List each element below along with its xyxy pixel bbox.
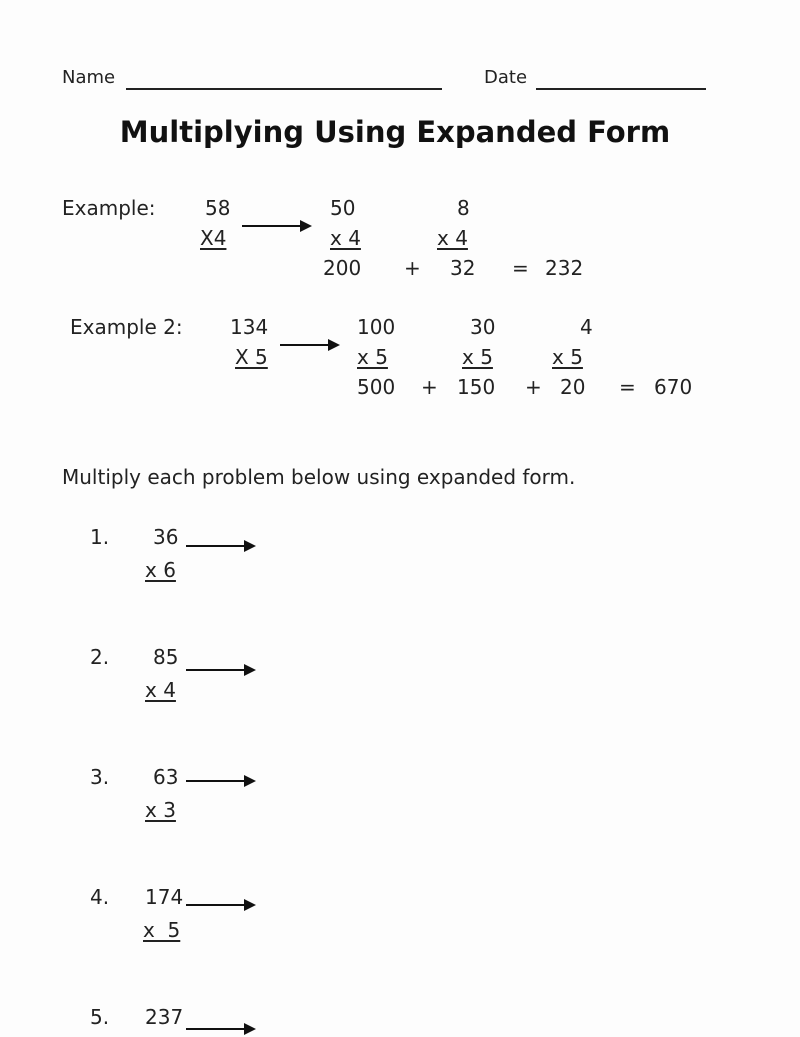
example1-part-bottom: x 4 [330, 226, 361, 250]
example1-top: 58 [205, 196, 231, 220]
equals-sign: = [619, 375, 636, 399]
problem-number: 4. [90, 885, 110, 909]
plus-sign: + [421, 375, 438, 399]
example2-part-top: 4 [580, 315, 593, 339]
problem-top: 85 [153, 645, 179, 669]
example2-top: 134 [230, 315, 269, 339]
example2-part-product: 500 [357, 375, 396, 399]
problem-bottom: x 4 [145, 678, 176, 702]
equals-sign: = [512, 256, 529, 280]
example2-part-top: 100 [357, 315, 396, 339]
example2-part-product: 20 [560, 375, 586, 399]
example2-result: 670 [654, 375, 693, 399]
problem-top: 63 [153, 765, 179, 789]
example2-bottom: X 5 [235, 345, 268, 369]
arrow-icon [242, 225, 310, 227]
problem-top: 237 [145, 1005, 184, 1029]
example1-result: 232 [545, 256, 584, 280]
example1-part-top: 8 [457, 196, 470, 220]
name-label: Name [62, 67, 116, 88]
example1-part-bottom: x 4 [437, 226, 468, 250]
problem-bottom: x 3 [145, 798, 176, 822]
problem-top: 36 [153, 525, 179, 549]
example2-part-bottom: x 5 [357, 345, 388, 369]
arrow-icon [186, 780, 254, 782]
arrow-icon [186, 1028, 254, 1030]
instructions: Multiply each problem below using expanded form. [62, 465, 576, 489]
plus-sign: + [525, 375, 542, 399]
example1-part-product: 32 [450, 256, 476, 280]
example1-label: Example: [62, 196, 156, 220]
date-field[interactable] [536, 88, 706, 90]
example2-label: Example 2: [70, 315, 183, 339]
example1-bottom: X4 [200, 226, 227, 250]
problem-top: 174 [145, 885, 184, 909]
problem-number: 2. [90, 645, 110, 669]
problem-bottom: x 6 [145, 558, 176, 582]
example2-part-top: 30 [470, 315, 496, 339]
date-label: Date [484, 67, 528, 88]
arrow-icon [280, 344, 338, 346]
arrow-icon [186, 669, 254, 671]
example1-part-product: 200 [323, 256, 362, 280]
problem-bottom: x 5 [143, 918, 181, 942]
example2-part-product: 150 [457, 375, 496, 399]
problem-number: 1. [90, 525, 110, 549]
problem-number: 5. [90, 1005, 110, 1029]
example2-part-bottom: x 5 [552, 345, 583, 369]
arrow-icon [186, 904, 254, 906]
problem-number: 3. [90, 765, 110, 789]
page-title: Multiplying Using Expanded Form [119, 115, 671, 149]
name-field[interactable] [126, 88, 442, 90]
example2-part-bottom: x 5 [462, 345, 493, 369]
arrow-icon [186, 545, 254, 547]
example1-part-top: 50 [330, 196, 356, 220]
plus-sign: + [404, 256, 421, 280]
